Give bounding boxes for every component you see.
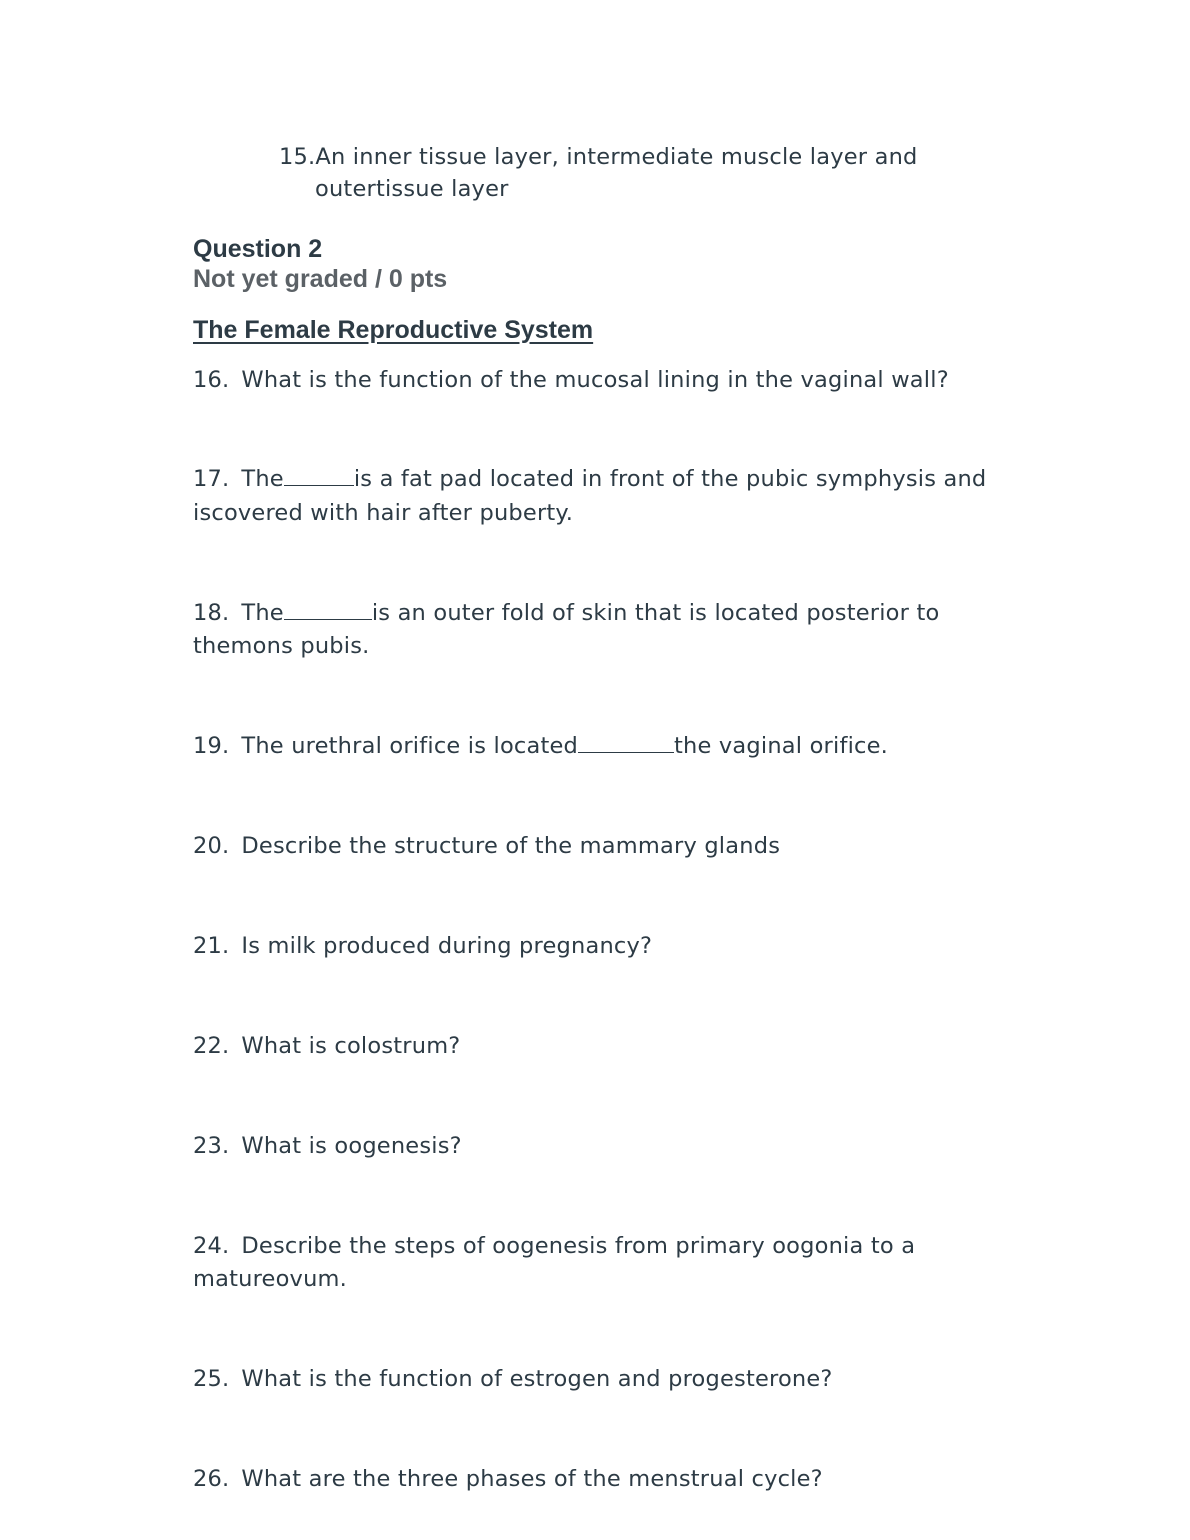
question-text: Is milk produced during pregnancy?	[241, 933, 653, 959]
item-text-line2: outertissue layer	[315, 176, 509, 202]
question-title: Question 2	[193, 235, 323, 263]
question-text-line2: themons pubis.	[193, 633, 370, 659]
grading-status: Not yet graded / 0 pts	[193, 265, 448, 293]
question-text: What is colostrum?	[241, 1033, 461, 1059]
fill-in-blank	[284, 484, 354, 486]
question-text: Describe the structure of the mammary glands	[241, 833, 781, 859]
question-number: 16.	[193, 367, 230, 393]
question-number: 23.	[193, 1133, 230, 1159]
question-18-cont	[193, 630, 370, 663]
question-text-after: is a fat pad located in front of the pubic symphysis and	[353, 466, 987, 492]
section-title: The Female Reproductive System	[193, 316, 594, 344]
question-text: What is oogenesis?	[241, 1133, 462, 1159]
question-number: 22.	[193, 1033, 230, 1059]
question-21	[193, 930, 652, 963]
question-text-before: The	[241, 466, 284, 492]
question-19	[193, 730, 888, 763]
question-text-line2: matureovum.	[193, 1266, 347, 1292]
question-20	[193, 830, 780, 863]
question-text: What are the three phases of the menstrual cycle?	[241, 1466, 823, 1492]
question-number: 26.	[193, 1466, 230, 1492]
question-22	[193, 1030, 460, 1063]
question-text-after: the vaginal orifice.	[674, 733, 889, 759]
question-25	[193, 1363, 833, 1396]
question-number: 20.	[193, 833, 230, 859]
question-text: What is the function of estrogen and progesterone?	[241, 1366, 833, 1392]
question-24-cont	[193, 1263, 347, 1296]
question-text-after: is an outer fold of skin that is located posterior to	[371, 600, 940, 626]
question-17-cont	[193, 497, 573, 530]
item-text-line1: An inner tissue layer, intermediate muscle layer and	[315, 144, 918, 170]
question-text-before: The	[241, 600, 284, 626]
question-number: 17.	[193, 466, 230, 492]
question-17	[193, 463, 986, 496]
question-26	[193, 1463, 823, 1496]
answer-option-15	[279, 141, 918, 174]
question-number: 19.	[193, 733, 230, 759]
question-number: 18.	[193, 600, 230, 626]
answer-option-15-cont	[315, 173, 509, 206]
item-number: 15.	[279, 144, 316, 170]
question-text-line1: Describe the steps of oogenesis from primary oogonia to a	[241, 1233, 916, 1259]
question-18	[193, 597, 939, 630]
question-24	[193, 1230, 915, 1263]
question-text-before: The urethral orifice is located	[241, 733, 579, 759]
question-number: 24.	[193, 1233, 230, 1259]
question-text-line2: iscovered with hair after puberty.	[193, 500, 574, 526]
fill-in-blank	[578, 751, 674, 753]
question-number: 21.	[193, 933, 230, 959]
question-text: What is the function of the mucosal lining in the vaginal wall?	[241, 367, 949, 393]
question-number: 25.	[193, 1366, 230, 1392]
fill-in-blank	[284, 618, 372, 620]
question-16	[193, 364, 949, 397]
question-23	[193, 1130, 462, 1163]
